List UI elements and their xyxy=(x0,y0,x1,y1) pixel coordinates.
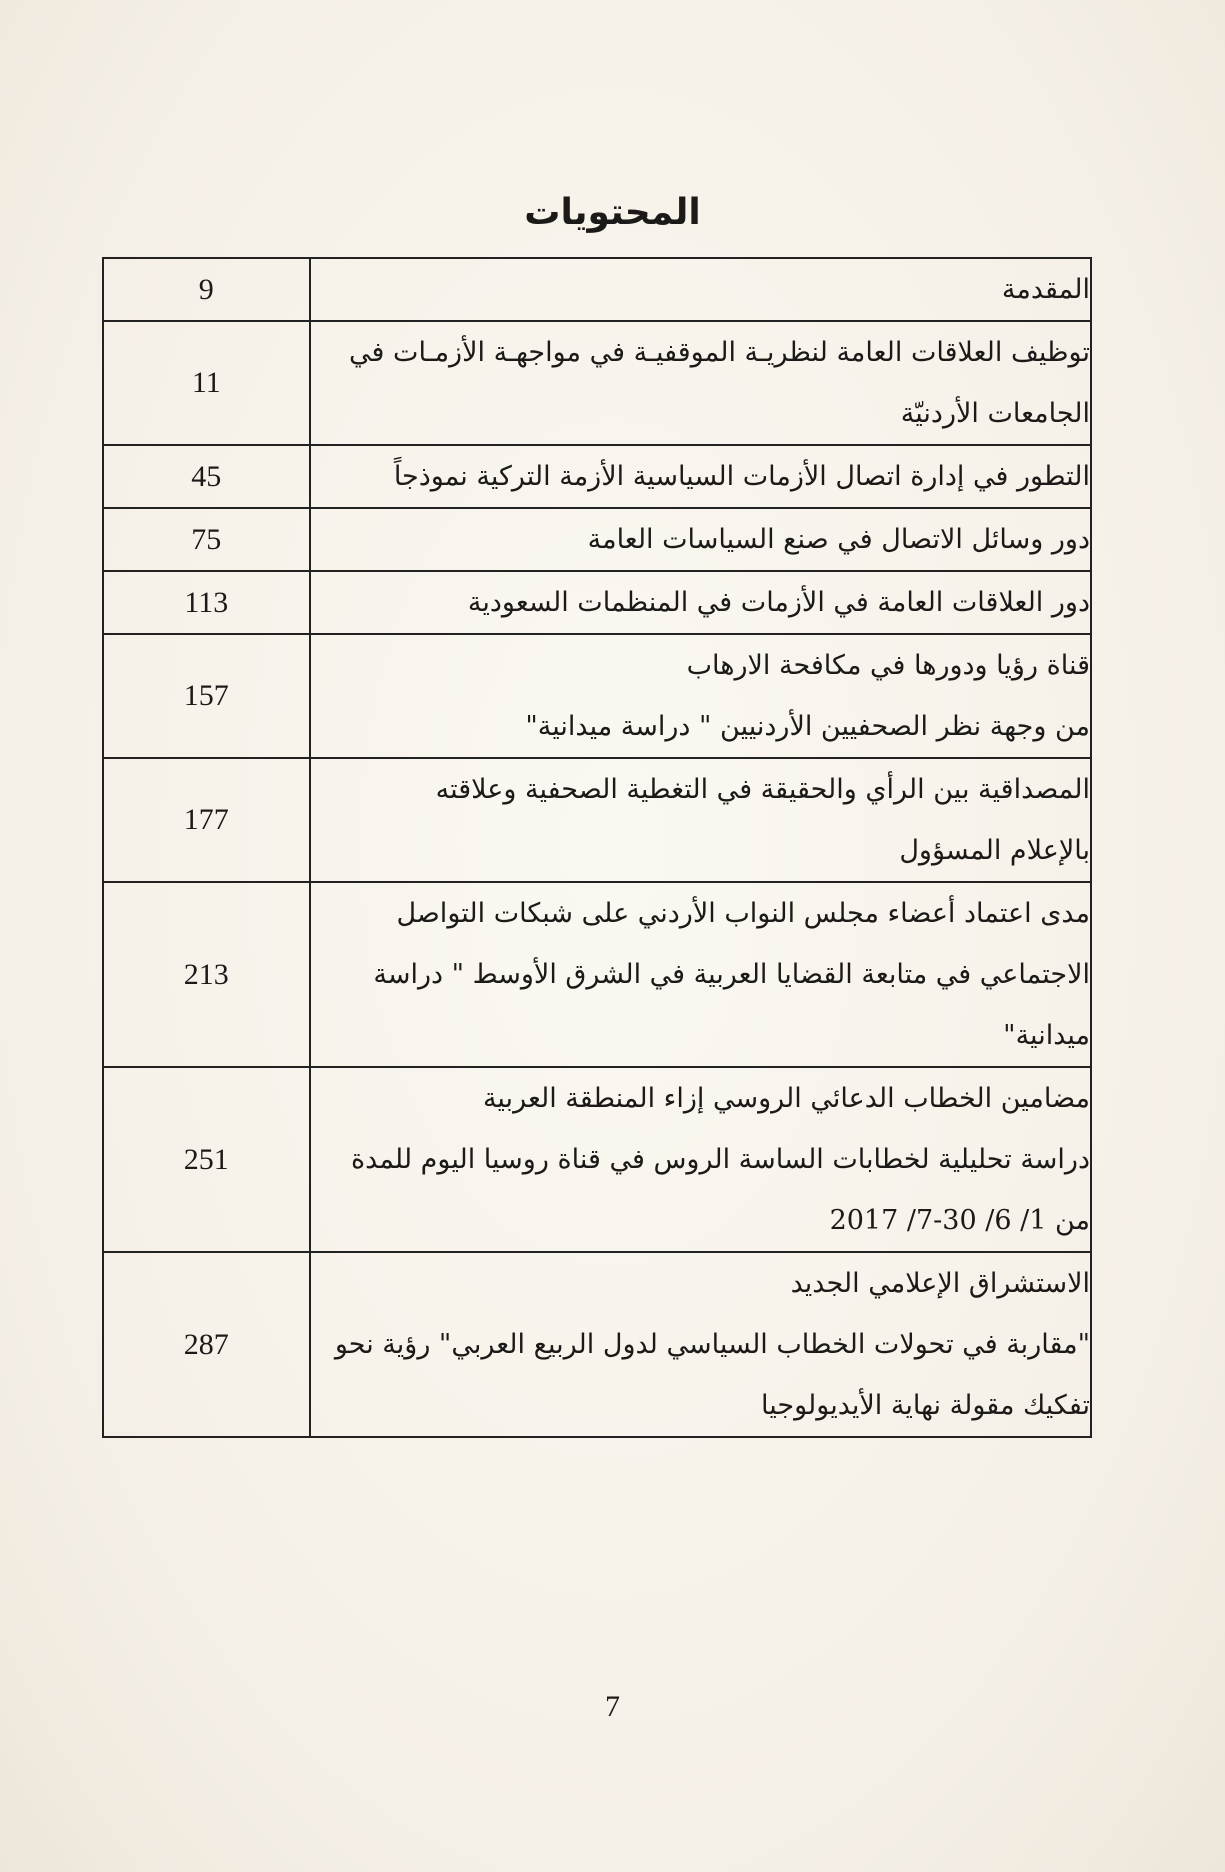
toc-row xyxy=(103,758,1091,882)
toc-line: "مقاربة في تحولات الخطاب السياسي لدول الربيع العربي" رؤية نحو xyxy=(334,1329,1090,1360)
toc-line: توظيف العلاقات العامة لنظريـة الموقفيـة في مواجهـة الأزمـات في xyxy=(349,337,1090,368)
toc-page-number: 45 xyxy=(103,445,310,508)
page-title: المحتويات xyxy=(524,192,701,233)
toc-entry xyxy=(310,634,1091,758)
toc-page-number: 157 xyxy=(103,634,310,758)
toc-line: الاجتماعي في متابعة القضايا العربية في الشرق الأوسط " دراسة xyxy=(373,959,1090,990)
toc-line: الجامعات الأردنيّة xyxy=(900,398,1090,429)
toc-row xyxy=(103,445,1091,508)
toc-line: قناة رؤيا ودورها في مكافحة الارهاب xyxy=(686,650,1090,681)
toc-line: من وجهة نظر الصحفيين الأردنيين " دراسة ميدانية" xyxy=(525,711,1090,742)
toc-row xyxy=(103,634,1091,758)
contents-table xyxy=(102,257,1092,1438)
toc-row xyxy=(103,882,1091,1067)
toc-line: مضامين الخطاب الدعائي الروسي إزاء المنطقة العربية xyxy=(482,1083,1090,1114)
toc-entry xyxy=(310,1067,1091,1252)
toc-line: المقدمة xyxy=(1001,274,1090,305)
toc-entry xyxy=(310,258,1091,321)
toc-page-number: 251 xyxy=(103,1067,310,1252)
toc-row xyxy=(103,321,1091,445)
toc-row xyxy=(103,508,1091,571)
toc-page-number: 75 xyxy=(103,508,310,571)
toc-entry xyxy=(310,1252,1091,1437)
toc-row xyxy=(103,571,1091,634)
toc-line: بالإعلام المسؤول xyxy=(899,835,1090,866)
toc-row xyxy=(103,258,1091,321)
toc-line: تفكيك مقولة نهاية الأيديولوجيا xyxy=(761,1390,1090,1421)
toc-line: التطور في إدارة اتصال الأزمات السياسية الأزمة التركية نموذجاً xyxy=(393,461,1090,492)
toc-row xyxy=(103,1067,1091,1252)
toc-line: مدى اعتماد أعضاء مجلس النواب الأردني على شبكات التواصل xyxy=(396,898,1090,929)
toc-line: ميدانية" xyxy=(1003,1020,1090,1051)
toc-line: دور وسائل الاتصال في صنع السياسات العامة xyxy=(587,524,1090,555)
contents-body xyxy=(103,258,1091,1437)
toc-page-number: 213 xyxy=(103,882,310,1067)
toc-page-number: 11 xyxy=(103,321,310,445)
toc-entry xyxy=(310,508,1091,571)
toc-line: دراسة تحليلية لخطابات الساسة الروس في قناة روسيا اليوم للمدة xyxy=(351,1144,1090,1175)
toc-page-number: 177 xyxy=(103,758,310,882)
toc-line: دور العلاقات العامة في الأزمات في المنظمات السعودية xyxy=(467,587,1090,618)
toc-line: من 1/ 6/ 30-7/ 2017 xyxy=(829,1205,1090,1236)
toc-page-number: 113 xyxy=(103,571,310,634)
toc-row xyxy=(103,1252,1091,1437)
page-number-footer: 7 xyxy=(605,1690,620,1723)
toc-entry xyxy=(310,882,1091,1067)
toc-line: المصداقية بين الرأي والحقيقة في التغطية الصحفية وعلاقته xyxy=(435,774,1090,805)
toc-page-number: 9 xyxy=(103,258,310,321)
toc-line: الاستشراق الإعلامي الجديد xyxy=(790,1268,1090,1299)
toc-entry xyxy=(310,571,1091,634)
toc-entry xyxy=(310,758,1091,882)
toc-entry xyxy=(310,321,1091,445)
toc-page-number: 287 xyxy=(103,1252,310,1437)
toc-entry xyxy=(310,445,1091,508)
